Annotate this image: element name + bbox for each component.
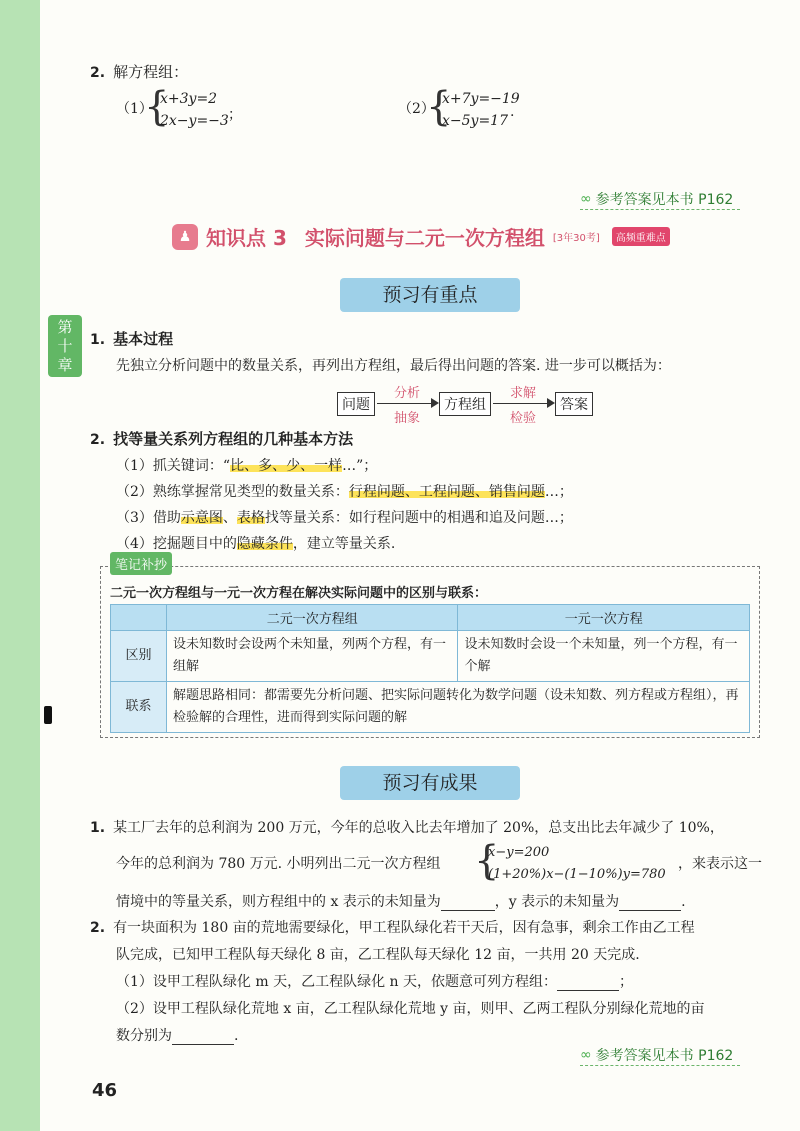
flow-box: 问题 (337, 392, 375, 416)
answer-blank[interactable] (557, 974, 619, 991)
method-line: （3）借助示意图、表格找等量关系：如行程问题中的相遇和追及问题…； (116, 510, 573, 526)
link-icon: ∞ (580, 1047, 592, 1063)
question-1-system: { x−y=200 (1+20%)x−(1−10%)y=780 (474, 838, 666, 884)
knowledge-point-title: ♟ 知识点 3 实际问题与二元一次方程组 [3年30考] 高频重难点 (172, 222, 670, 251)
section-heading: 2. 找等量关系列方程组的几种基本方法 (90, 430, 354, 448)
equation: 2x−y=−3 (160, 113, 229, 129)
answer-reference-top: ∞ 参考答案见本书 P162 (580, 189, 733, 209)
chess-icon: ♟ (172, 224, 198, 250)
equation-system-1: （1） { x+3y=2 2x−y=−3 ； (116, 84, 242, 130)
note-tag: 笔记补抄 (110, 552, 172, 575)
section-heading: 1. 基本过程 (90, 330, 174, 348)
flow-box: 答案 (555, 392, 593, 416)
answer-blank[interactable] (172, 1028, 234, 1045)
question-2-line: 队完成，已知甲工程队每天绿化 8 亩，乙工程队每天绿化 12 亩，一共用 20 天完成. (116, 947, 640, 963)
page-edge (0, 0, 40, 1131)
question-2-line: 数分别为 . (116, 1028, 239, 1044)
section-ribbon-key-points: 预习有重点 (340, 278, 520, 312)
equation: x+3y=2 (160, 91, 218, 107)
highlight: 隐藏条件 (236, 536, 293, 552)
question-1-line: 情境中的等量关系，则方程组中的 x 表示的未知量为 ，y 表示的未知量为 . (116, 894, 686, 910)
question-2-line: 2. 有一块面积为 180 亩的荒地需要绿化，甲工程队绿化若干天后，因有急事，剩余工作由乙工程 (90, 920, 695, 936)
equation: x−5y=17 (442, 113, 508, 129)
question-2-line: （2）设甲工程队绿化荒地 x 亩，乙工程队绿化荒地 y 亩，则甲、乙两工程队分别绿化荒地的亩 (116, 1001, 705, 1017)
difficulty-badge: 高频重难点 (612, 227, 670, 246)
answer-blank[interactable] (619, 894, 681, 911)
question-1-line: 1. 某工厂去年的总利润为 200 万元，今年的总收入比去年增加了 20%，总支出比去年减少了 10%， (90, 820, 724, 836)
flow-arrow: 分析 抽象 (375, 382, 439, 426)
equation-system-2: （2） { x+7y=−19 x−5y=17 . (398, 84, 520, 130)
method-line: （1）抓关键词：“比、多、少、一样…”； (116, 458, 378, 474)
highlight: 表格 (236, 510, 265, 526)
answer-blank[interactable] (441, 894, 495, 911)
highlight: 示意图 (180, 510, 223, 526)
highlight: 比、多、少、一样 (230, 458, 343, 474)
comparison-table (110, 604, 750, 733)
question-1-line: 今年的总利润为 780 万元. 小明列出二元一次方程组 (116, 856, 441, 872)
table-row: 区别 设未知数时会设两个未知量，列两个方程，有一组解 设未知数时会设一个未知量，列一个方程，有一个解 (111, 631, 750, 682)
process-flow (337, 382, 593, 426)
question-2-line: （1）设甲工程队绿化 m 天，乙工程队绿化 n 天，依题意可列方程组： ； (116, 974, 633, 990)
equation: x−y=200 (488, 845, 550, 860)
highlight: 行程问题、工程问题、销售问题 (348, 484, 545, 500)
answer-reference-bottom: ∞ 参考答案见本书 P162 (580, 1045, 733, 1065)
flow-arrow: 求解 检验 (491, 382, 555, 426)
equation: x+7y=−19 (442, 91, 520, 107)
section-text: 先独立分析问题中的数量关系，再列出方程组，最后得出问题的答案. 进一步可以概括为： (116, 358, 671, 374)
flow-box: 方程组 (439, 392, 491, 416)
equation: (1+20%)x−(1−10%)y=780 (488, 867, 666, 882)
problem-2-heading (90, 61, 188, 82)
binding-mark (44, 706, 52, 724)
table-header-row: 二元一次方程组 一元一次方程 (111, 605, 750, 631)
page-number: 46 (92, 1080, 118, 1101)
method-line: （4）挖掘题目中的隐藏条件，建立等量关系. (116, 536, 396, 552)
table-row: 联系 解题思路相同：都需要先分析问题、把实际问题转化为数学问题（设未知数、列方程或方程组），再检验解的合理性，进而得到实际问题的解 (111, 682, 750, 733)
note-title: 二元一次方程组与一元一次方程在解决实际问题中的区别与联系： (110, 586, 488, 601)
problem-text: 解方程组： (113, 63, 189, 81)
section-ribbon-results: 预习有成果 (340, 766, 520, 800)
method-line: （2）熟练掌握常见类型的数量关系：行程问题、工程问题、销售问题…； (116, 484, 573, 500)
link-icon: ∞ (580, 191, 592, 207)
problem-number: 2. (90, 65, 106, 81)
chapter-tab: 第十章 (48, 315, 82, 377)
